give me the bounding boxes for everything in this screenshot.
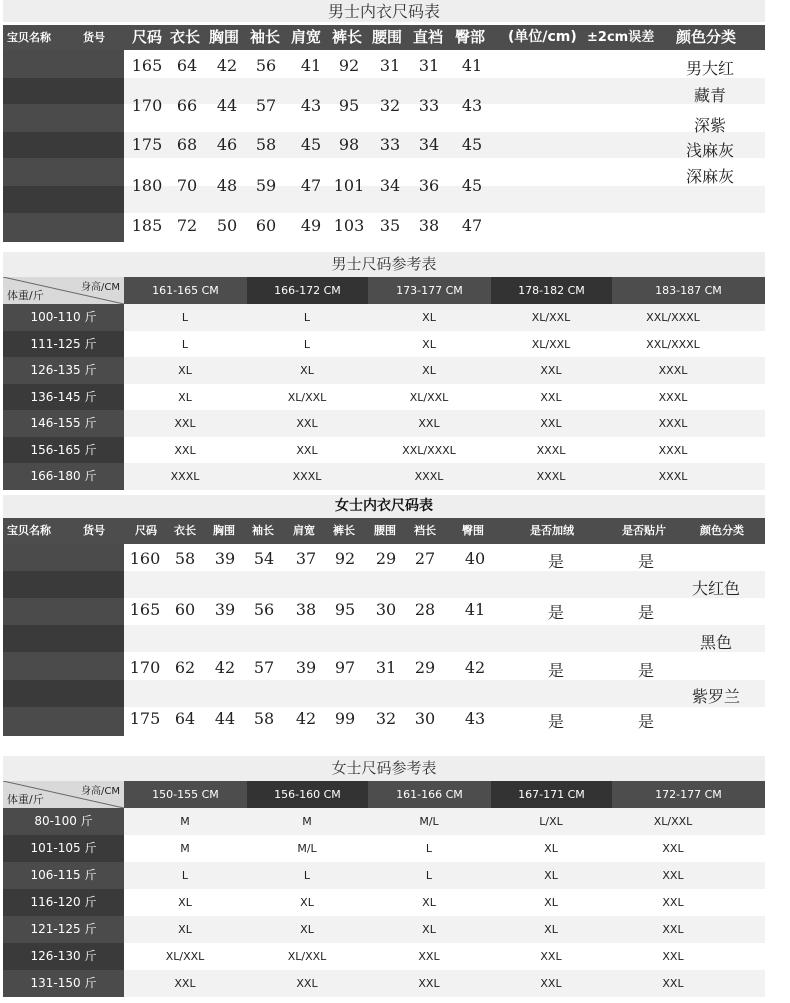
cell-chest: 46 <box>216 135 238 154</box>
cell-rise: 36 <box>418 176 440 195</box>
col-sleeve: 袖长 <box>252 524 274 537</box>
cell-length: 60 <box>174 600 196 619</box>
weight-label: 116-120 斤 <box>3 889 124 916</box>
weight-label: 166-180 斤 <box>3 463 124 490</box>
size-cell: XL <box>422 364 436 377</box>
col-unit: (单位/cm) <box>508 29 577 45</box>
size-cell: XL <box>422 338 436 351</box>
womens-garment-body <box>124 544 765 736</box>
cell-patch: 是 <box>637 603 655 622</box>
cell-waist: 31 <box>375 658 397 677</box>
row-band <box>124 680 765 707</box>
mens-garment-table <box>3 0 765 243</box>
col-trouser: 裤长 <box>333 524 355 537</box>
table-row <box>3 916 765 943</box>
sidebar-stripe <box>3 625 124 652</box>
table-row <box>3 970 765 997</box>
cell-trouser: 92 <box>338 56 360 75</box>
sidebar-stripe <box>3 213 124 242</box>
cell-size: 165 <box>129 600 161 619</box>
height-col-2: 166-172 CM <box>247 277 368 304</box>
size-cell: XL/XXL <box>165 950 205 963</box>
col-shoulder: 肩宽 <box>291 28 322 46</box>
cell-rise: 38 <box>418 216 440 235</box>
size-cell: XL <box>544 842 558 855</box>
mens-reference-body <box>3 304 765 490</box>
size-cell: L/XL <box>539 815 563 828</box>
height-col-1: 161-165 CM <box>124 277 247 304</box>
size-cell: XL <box>422 896 436 909</box>
womens-garment-title: 女士内衣尺码表 <box>3 495 765 518</box>
size-cell: M <box>180 842 190 855</box>
sidebar-stripe <box>3 104 124 132</box>
table-row <box>3 835 765 862</box>
cell-length: 64 <box>176 56 198 75</box>
sidebar-stripe <box>3 78 124 104</box>
col-color: 颜色分类 <box>700 524 744 537</box>
cell-length: 72 <box>176 216 198 235</box>
cell-sleeve: 58 <box>253 709 275 728</box>
col-hip: 臀围 <box>462 524 484 537</box>
cell-trouser: 95 <box>338 96 360 115</box>
cell-hip: 45 <box>461 176 483 195</box>
weight-label: 100-110 斤 <box>3 304 124 331</box>
size-cell: XL/XXL <box>531 338 571 351</box>
table-row <box>3 331 765 357</box>
size-cell: XXL <box>418 977 440 990</box>
cell-shoulder: 47 <box>300 176 322 195</box>
col-fleece: 是否加绒 <box>530 524 574 537</box>
col-color: 颜色分类 <box>676 28 737 46</box>
table-row <box>3 437 765 463</box>
cell-fleece: 是 <box>547 603 565 622</box>
corner-cell <box>3 781 124 808</box>
cell-rise: 29 <box>414 658 436 677</box>
cell-chest: 39 <box>214 549 236 568</box>
col-chest: 胸围 <box>213 524 235 537</box>
col-size: 尺码 <box>132 28 163 46</box>
womens-reference-body <box>3 808 765 999</box>
cell-size: 165 <box>131 56 163 75</box>
cell-size: 170 <box>131 96 163 115</box>
color-option: 浅麻灰 <box>685 141 735 160</box>
sidebar-stripe <box>3 132 124 158</box>
size-cell: XXL <box>662 896 684 909</box>
size-cell: XL <box>422 311 436 324</box>
col-length: 衣长 <box>174 524 196 537</box>
cell-rise: 34 <box>418 135 440 154</box>
table-row <box>124 600 765 622</box>
cell-length: 64 <box>174 709 196 728</box>
table-row <box>3 410 765 437</box>
cell-trouser: 103 <box>333 216 365 235</box>
cell-trouser: 98 <box>338 135 360 154</box>
sidebar-stripe <box>3 652 124 680</box>
size-cell: XXL <box>662 923 684 936</box>
cell-shoulder: 45 <box>300 135 322 154</box>
cell-hip: 41 <box>464 600 486 619</box>
size-cell: M/L <box>419 815 439 828</box>
size-cell: M <box>302 815 312 828</box>
cell-waist: 35 <box>379 216 401 235</box>
size-cell: L <box>425 869 433 882</box>
cell-shoulder: 39 <box>295 658 317 677</box>
col-chest: 胸围 <box>209 28 240 46</box>
cell-fleece: 是 <box>547 552 565 571</box>
cell-size: 180 <box>131 176 163 195</box>
size-cell: XL/XXL <box>653 815 693 828</box>
size-cell: XXL <box>662 842 684 855</box>
size-cell: XL <box>178 391 192 404</box>
cell-rise: 33 <box>418 96 440 115</box>
sidebar-stripe <box>3 50 124 78</box>
color-option: 深紫 <box>693 116 727 135</box>
mens-reference-table <box>3 252 765 490</box>
size-cell: XXL <box>174 977 196 990</box>
mens-garment-body <box>124 50 765 242</box>
size-cell: L <box>181 869 189 882</box>
table-row <box>3 304 765 331</box>
size-cell: XXXL <box>658 391 688 404</box>
size-cell: XXL <box>662 869 684 882</box>
weight-label: 121-125 斤 <box>3 916 124 943</box>
cell-sleeve: 58 <box>255 135 277 154</box>
col-waist: 腰围 <box>374 524 396 537</box>
size-cell: XXXL <box>658 417 688 430</box>
size-cell: XXL <box>296 444 318 457</box>
weight-label: 146-155 斤 <box>3 410 124 437</box>
size-cell: XL <box>300 364 314 377</box>
size-cell: XXL/XXXL <box>402 444 456 457</box>
cell-patch: 是 <box>637 712 655 731</box>
womens-garment-table <box>3 495 765 736</box>
cell-waist: 29 <box>375 549 397 568</box>
color-option: 藏青 <box>693 86 727 105</box>
cell-shoulder: 49 <box>300 216 322 235</box>
cell-hip: 45 <box>461 135 483 154</box>
row-band <box>124 571 765 598</box>
table-row <box>3 384 765 410</box>
cell-shoulder: 37 <box>295 549 317 568</box>
size-cell: M/L <box>297 842 317 855</box>
mens-garment-title: 男士内衣尺码表 <box>3 0 765 22</box>
height-col-3: 173-177 CM <box>368 277 491 304</box>
cell-hip: 42 <box>464 658 486 677</box>
col-rise: 裆长 <box>414 524 436 537</box>
size-cell: XXXL <box>658 470 688 483</box>
table-row <box>124 549 765 571</box>
col-patch: 是否贴片 <box>622 524 666 537</box>
cell-sleeve: 57 <box>255 96 277 115</box>
size-cell: XXXL <box>414 470 444 483</box>
cell-waist: 34 <box>379 176 401 195</box>
size-cell: XXXL <box>658 364 688 377</box>
womens-reference-header <box>3 781 765 808</box>
size-cell: L <box>181 338 189 351</box>
table-row <box>124 658 765 680</box>
col-rise: 直裆 <box>413 28 444 46</box>
cell-sleeve: 54 <box>253 549 275 568</box>
cell-rise: 28 <box>414 600 436 619</box>
cell-patch: 是 <box>637 661 655 680</box>
size-cell: XXXL <box>170 470 200 483</box>
size-cell: XXL <box>662 950 684 963</box>
corner-height-label: 身高/CM <box>81 786 120 797</box>
weight-label: 136-145 斤 <box>3 384 124 410</box>
size-cell: XXL <box>418 950 440 963</box>
weight-label: 131-150 斤 <box>3 970 124 997</box>
table-row <box>3 862 765 889</box>
cell-chest: 50 <box>216 216 238 235</box>
size-cell: XL <box>544 869 558 882</box>
height-col-2: 156-160 CM <box>247 781 368 808</box>
size-cell: L <box>303 338 311 351</box>
col-tolerance: ±2cm误差 <box>587 30 655 45</box>
table-row <box>124 96 765 118</box>
cell-hip: 40 <box>464 549 486 568</box>
col-trouser: 裤长 <box>332 28 363 46</box>
mens-reference-header <box>3 277 765 304</box>
cell-waist: 32 <box>375 709 397 728</box>
cell-fleece: 是 <box>547 712 565 731</box>
size-cell: XXL <box>540 977 562 990</box>
cell-chest: 42 <box>214 658 236 677</box>
size-cell: XXL <box>418 417 440 430</box>
cell-rise: 27 <box>414 549 436 568</box>
cell-chest: 48 <box>216 176 238 195</box>
height-col-4: 178-182 CM <box>491 277 612 304</box>
col-product-name: 宝贝名称 <box>7 524 51 537</box>
table-row <box>3 943 765 970</box>
sidebar-stripe <box>3 707 124 736</box>
cell-rise: 31 <box>418 56 440 75</box>
col-size: 尺码 <box>135 524 157 537</box>
table-row <box>124 709 765 731</box>
mens-garment-sidebar <box>3 50 124 242</box>
size-cell: XXL <box>174 417 196 430</box>
corner-cell <box>3 277 124 304</box>
size-cell: XXL <box>540 364 562 377</box>
cell-sleeve: 56 <box>253 600 275 619</box>
weight-label: 156-165 斤 <box>3 437 124 463</box>
cell-fleece: 是 <box>547 661 565 680</box>
size-cell: M <box>180 815 190 828</box>
cell-waist: 31 <box>379 56 401 75</box>
cell-shoulder: 43 <box>300 96 322 115</box>
mens-reference-title: 男士尺码参考表 <box>3 252 765 277</box>
cell-size: 175 <box>131 135 163 154</box>
sidebar-stripe <box>3 186 124 213</box>
table-row <box>124 176 765 198</box>
size-cell: XL <box>300 896 314 909</box>
cell-length: 68 <box>176 135 198 154</box>
size-cell: XL <box>422 923 436 936</box>
cell-size: 160 <box>129 549 161 568</box>
corner-weight-label: 体重/斤 <box>7 793 44 806</box>
size-cell: XXL <box>540 950 562 963</box>
col-shoulder: 肩宽 <box>293 524 315 537</box>
size-cell: L <box>303 869 311 882</box>
color-option: 男大红 <box>685 59 735 78</box>
weight-label: 106-115 斤 <box>3 862 124 889</box>
cell-waist: 30 <box>375 600 397 619</box>
size-cell: XL <box>178 923 192 936</box>
size-cell: XXL <box>296 977 318 990</box>
col-hip: 臀部 <box>455 28 486 46</box>
cell-shoulder: 42 <box>295 709 317 728</box>
cell-size: 175 <box>129 709 161 728</box>
cell-shoulder: 41 <box>300 56 322 75</box>
table-row <box>124 135 765 157</box>
weight-label: 111-125 斤 <box>3 331 124 357</box>
cell-trouser: 97 <box>334 658 356 677</box>
size-cell: XXL <box>540 391 562 404</box>
cell-waist: 32 <box>379 96 401 115</box>
size-cell: L <box>303 311 311 324</box>
womens-garment-sidebar <box>3 544 124 736</box>
cell-waist: 33 <box>379 135 401 154</box>
cell-length: 58 <box>174 549 196 568</box>
cell-size: 170 <box>129 658 161 677</box>
col-item-no: 货号 <box>83 524 105 537</box>
size-cell: XL <box>544 896 558 909</box>
cell-sleeve: 57 <box>253 658 275 677</box>
cell-size: 185 <box>131 216 163 235</box>
cell-trouser: 99 <box>334 709 356 728</box>
cell-length: 70 <box>176 176 198 195</box>
corner-weight-label: 体重/斤 <box>7 289 44 302</box>
cell-hip: 47 <box>461 216 483 235</box>
cell-trouser: 95 <box>334 600 356 619</box>
womens-reference-title: 女士尺码参考表 <box>3 756 765 781</box>
size-cell: XL <box>300 923 314 936</box>
size-cell: XXXL <box>536 444 566 457</box>
size-cell: XL <box>178 364 192 377</box>
cell-chest: 44 <box>216 96 238 115</box>
size-cell: XXL/XXXL <box>646 311 700 324</box>
cell-shoulder: 38 <box>295 600 317 619</box>
weight-label: 80-100 斤 <box>3 808 124 835</box>
sidebar-stripe <box>3 158 124 186</box>
weight-label: 101-105 斤 <box>3 835 124 862</box>
size-cell: XXL <box>662 977 684 990</box>
row-band <box>124 625 765 652</box>
cell-chest: 39 <box>214 600 236 619</box>
color-option: 黑色 <box>699 633 733 652</box>
size-cell: XXXL <box>292 470 322 483</box>
womens-garment-header <box>3 518 765 544</box>
col-product-name: 宝贝名称 <box>7 31 51 44</box>
corner-height-label: 身高/CM <box>81 282 120 293</box>
cell-patch: 是 <box>637 552 655 571</box>
color-option: 紫罗兰 <box>691 687 741 706</box>
sidebar-stripe <box>3 544 124 571</box>
weight-label: 126-130 斤 <box>3 943 124 970</box>
cell-hip: 43 <box>464 709 486 728</box>
cell-chest: 44 <box>214 709 236 728</box>
height-col-5: 172-177 CM <box>612 781 765 808</box>
cell-sleeve: 56 <box>255 56 277 75</box>
table-row <box>3 357 765 384</box>
height-col-3: 161-166 CM <box>368 781 491 808</box>
sidebar-stripe <box>3 598 124 625</box>
size-cell: XL <box>178 896 192 909</box>
cell-length: 66 <box>176 96 198 115</box>
cell-hip: 41 <box>461 56 483 75</box>
cell-chest: 42 <box>216 56 238 75</box>
cell-rise: 30 <box>414 709 436 728</box>
size-cell: XXL <box>296 417 318 430</box>
table-row <box>3 808 765 835</box>
size-cell: XL/XXL <box>531 311 571 324</box>
size-cell: XXL <box>540 417 562 430</box>
col-sleeve: 袖长 <box>250 28 281 46</box>
size-cell: XXXL <box>658 444 688 457</box>
size-cell: XL/XXL <box>287 391 327 404</box>
table-row <box>124 216 765 238</box>
size-cell: XL <box>544 923 558 936</box>
size-cell: XL/XXL <box>287 950 327 963</box>
height-col-1: 150-155 CM <box>124 781 247 808</box>
sidebar-stripe <box>3 571 124 598</box>
col-length: 衣长 <box>170 28 201 46</box>
size-cell: XXXL <box>536 470 566 483</box>
weight-label: 126-135 斤 <box>3 357 124 384</box>
size-cell: XL/XXL <box>409 391 449 404</box>
col-item-no: 货号 <box>83 31 105 44</box>
col-waist: 腰围 <box>372 28 403 46</box>
mens-garment-header <box>3 25 765 50</box>
size-cell: L <box>181 311 189 324</box>
color-option: 深麻灰 <box>685 167 735 186</box>
cell-trouser: 92 <box>334 549 356 568</box>
height-col-4: 167-171 CM <box>491 781 612 808</box>
table-row <box>3 889 765 916</box>
size-cell: L <box>425 842 433 855</box>
cell-sleeve: 59 <box>255 176 277 195</box>
cell-hip: 43 <box>461 96 483 115</box>
size-cell: XXL/XXXL <box>646 338 700 351</box>
height-col-5: 183-187 CM <box>612 277 765 304</box>
table-row <box>3 463 765 490</box>
cell-trouser: 101 <box>333 176 365 195</box>
cell-sleeve: 60 <box>255 216 277 235</box>
color-option: 大红色 <box>691 579 741 598</box>
cell-length: 62 <box>174 658 196 677</box>
table-row <box>124 56 765 78</box>
size-cell: XXL <box>174 444 196 457</box>
womens-reference-table <box>3 756 765 999</box>
sidebar-stripe <box>3 680 124 707</box>
